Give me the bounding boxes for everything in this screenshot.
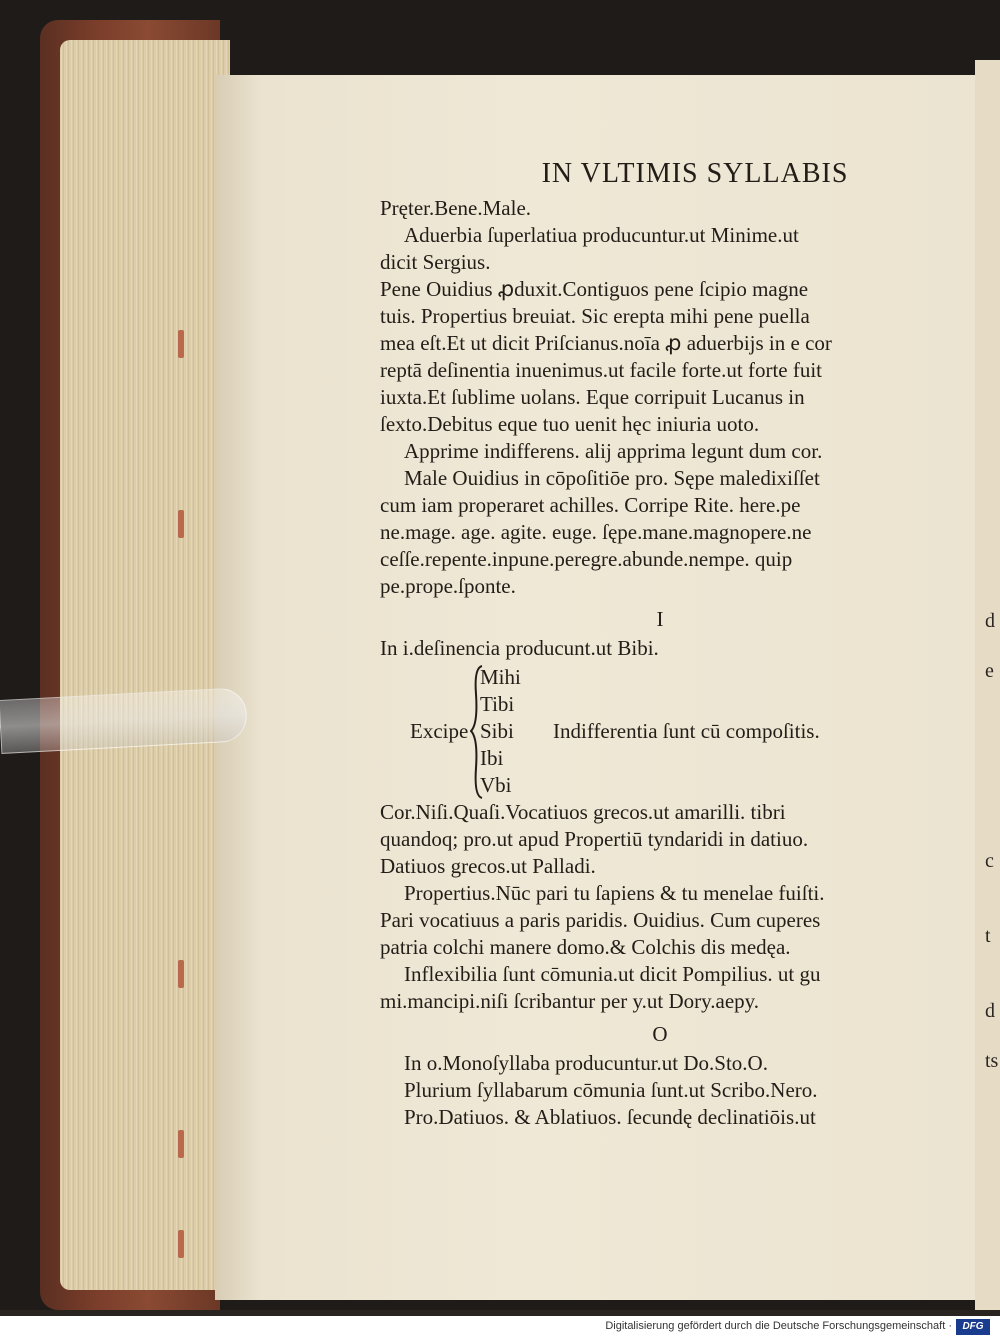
running-head: IN VLTIMIS SYLLABIS (541, 158, 849, 189)
text-line: Pręter.Bene.Male. (380, 196, 532, 220)
text-line: patria colchi manere domo.& Colchis dis medęa. (380, 935, 791, 959)
facing-page-edge (975, 60, 1000, 1310)
text-line: Pene Ouidius ꝓduxit.Contiguos pene ſcipio magne (380, 277, 809, 301)
text-line: Cor.Niſi.Quaſi.Vocatiuos grecos.ut amarilli. tibri (380, 800, 786, 824)
text-line: ne.mage. age. agite. euge. ſępe.mane.magnopere.ne (380, 520, 812, 544)
text-line: ceſſe.repente.inpune.peregre.abunde.nempe. quip (380, 547, 793, 571)
text-line: pe.prope.ſponte. (380, 574, 516, 598)
text-line: Male Ouidius in cōpoſitiōe pro. Sępe maledixiſſet (404, 466, 820, 490)
text-line: In o.Monoſyllaba producuntur.ut Do.Sto.O. (404, 1051, 768, 1075)
page-text (380, 160, 940, 1131)
text-line: reptā deſinentia inuenimus.ut facile forte.ut forte fuit (380, 358, 823, 382)
brace-label: Excipe (410, 719, 469, 743)
page-tab (178, 330, 184, 358)
text-line: tuis. Propertius breuiat. Sic erepta mihi pene puella (380, 304, 810, 328)
facing-page-letter: t (985, 925, 991, 947)
facing-page-letter: d (985, 1000, 995, 1022)
facing-page-letter: c (985, 850, 994, 872)
text-line: Propertius.Nūc pari tu ſapiens & tu menelae fuiſti. (404, 881, 825, 905)
footer-bar (0, 1316, 1000, 1340)
text-line: quandoq; pro.ut apud Propertiū tyndaridi in datiuo. (380, 827, 809, 851)
text-line: Apprime indifferens. alij apprima legunt dum cor. (404, 439, 823, 463)
page-edges (60, 40, 230, 1290)
text-line: Datiuos grecos.ut Palladi. (380, 854, 596, 878)
text-line: mi.mancipi.niſi ſcribantur per y.ut Dory.aepy. (380, 989, 760, 1013)
dfg-logo: DFG (956, 1319, 990, 1335)
brace-word: Sibi (480, 719, 514, 743)
text-block-top (380, 195, 940, 600)
text-line: Aduerbia ſuperlatiua producuntur.ut Minime.ut (404, 223, 799, 247)
text-line: mea eſt.Et ut dicit Priſcianus.noīa ꝓ aduerbijs in e cor (380, 331, 832, 355)
text-line: ſexto.Debitus eque tuo uenit hęc iniuria uoto. (380, 412, 760, 436)
page-tab (178, 510, 184, 538)
facing-page-letter: ts (985, 1050, 999, 1072)
text-line: dicit Sergius. (380, 250, 491, 274)
section-letter-o: O (652, 1022, 668, 1046)
brace-word: Mihi (480, 665, 521, 689)
page-tab (178, 1230, 184, 1258)
page-tab (178, 1130, 184, 1158)
text-line: In i.deſinencia producunt.ut Bibi. (380, 636, 659, 660)
section-letter-i: I (656, 607, 664, 631)
brace-word: Ibi (480, 746, 504, 770)
text-block-middle (380, 799, 940, 1015)
facing-page-letter: e (985, 660, 994, 682)
brace-word: Vbi (480, 773, 512, 797)
text-line: Pari vocatiuus a paris paridis. Ouidius. Cum cuperes (380, 908, 821, 932)
funding-notice: Digitalisierung gefördert durch die Deutsche Forschungsgemeinschaft · (605, 1320, 952, 1332)
page-tab (178, 960, 184, 988)
text-line: Inflexibilia ſunt cōmunia.ut dicit Pompilius. ut gu (404, 962, 821, 986)
text-line: Pro.Datiuos. & Ablatiuos. ſecundę declinatiōis.ut (404, 1105, 816, 1129)
facing-page-letter: d (985, 610, 995, 632)
brace-word: Tibi (480, 692, 515, 716)
text-line: Plurium ſyllabarum cōmunia ſunt.ut Scribo.Nero. (404, 1078, 818, 1102)
brace-note: Indifferentia ſunt cū compoſitis. (553, 719, 820, 743)
text-line: iuxta.Et ſublime uolans. Eque corripuit Lucanus in (380, 385, 805, 409)
text-line: cum iam properaret achilles. Corripe Rite. here.pe (380, 493, 801, 517)
text-block-bottom (380, 1050, 940, 1131)
exception-brace-block (380, 664, 940, 799)
